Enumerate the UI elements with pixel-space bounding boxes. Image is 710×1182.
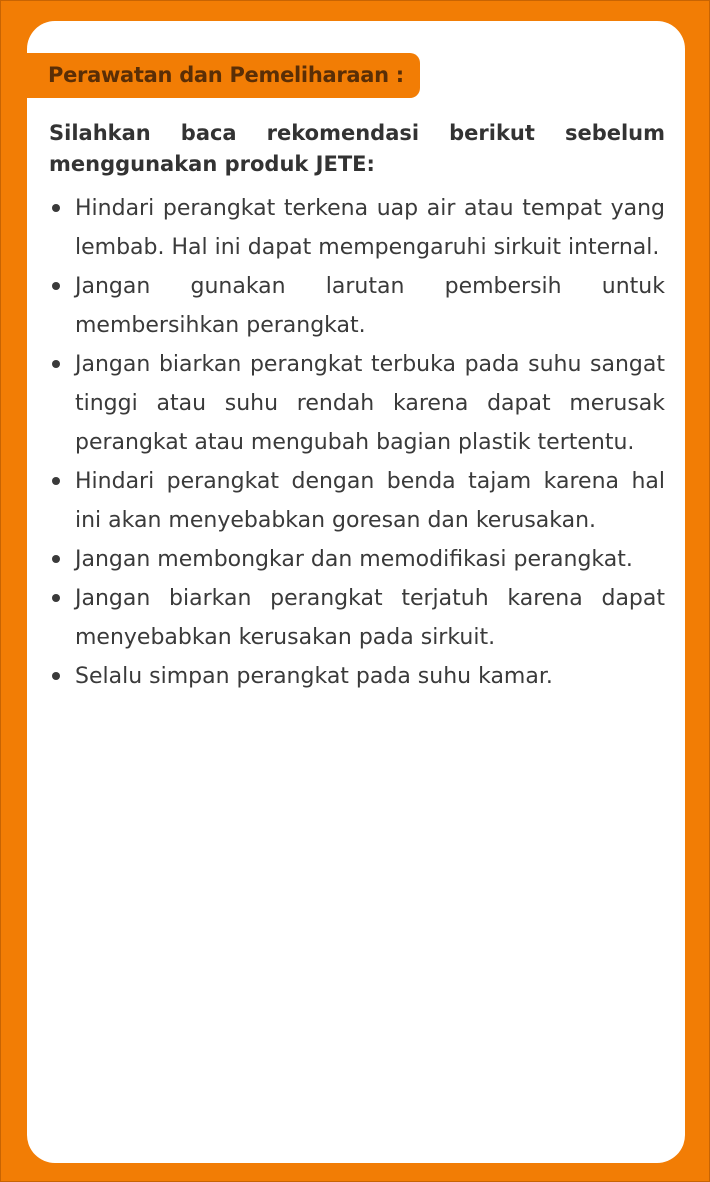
list-item-text: Jangan membongkar dan memodifikasi perangkat. xyxy=(75,547,633,572)
bullet-icon xyxy=(52,204,60,212)
bullet-icon xyxy=(52,360,60,368)
section-title: Perawatan dan Pemeliharaan : xyxy=(27,53,420,98)
bullet-icon xyxy=(52,282,60,290)
recommendation-list xyxy=(47,189,665,696)
list-item xyxy=(47,345,665,462)
bullet-icon xyxy=(52,672,60,680)
list-item xyxy=(47,579,665,657)
bullet-icon xyxy=(52,594,60,602)
list-item xyxy=(47,657,665,696)
list-item xyxy=(47,267,665,345)
list-item xyxy=(47,462,665,540)
intro-text: Silahkan baca rekomendasi berikut sebelum menggunakan produk JETE: xyxy=(49,121,665,176)
list-item-text: Jangan biarkan perangkat terjatuh karena dapat menyebabkan kerusakan pada sirkuit. xyxy=(75,586,665,650)
bullet-icon xyxy=(52,555,60,563)
list-item-text: Jangan gunakan larutan pembersih untuk membersihkan perangkat. xyxy=(75,274,665,338)
list-item-text: Selalu simpan perangkat pada suhu kamar. xyxy=(75,664,553,689)
list-item-text: Hindari perangkat terkena uap air atau tempat yang lembab. Hal ini dapat mempengaruhi sirkuit internal. xyxy=(75,196,665,260)
list-item xyxy=(47,189,665,267)
list-item xyxy=(47,540,665,579)
list-item-text: Hindari perangkat dengan benda tajam karena hal ini akan menyebabkan goresan dan kerusakan. xyxy=(75,469,665,533)
list-item-text: Jangan biarkan perangkat terbuka pada suhu sangat tinggi atau suhu rendah karena dapat merusak perangkat atau mengubah bagian plastik tertentu. xyxy=(75,352,665,455)
bullet-icon xyxy=(52,477,60,485)
